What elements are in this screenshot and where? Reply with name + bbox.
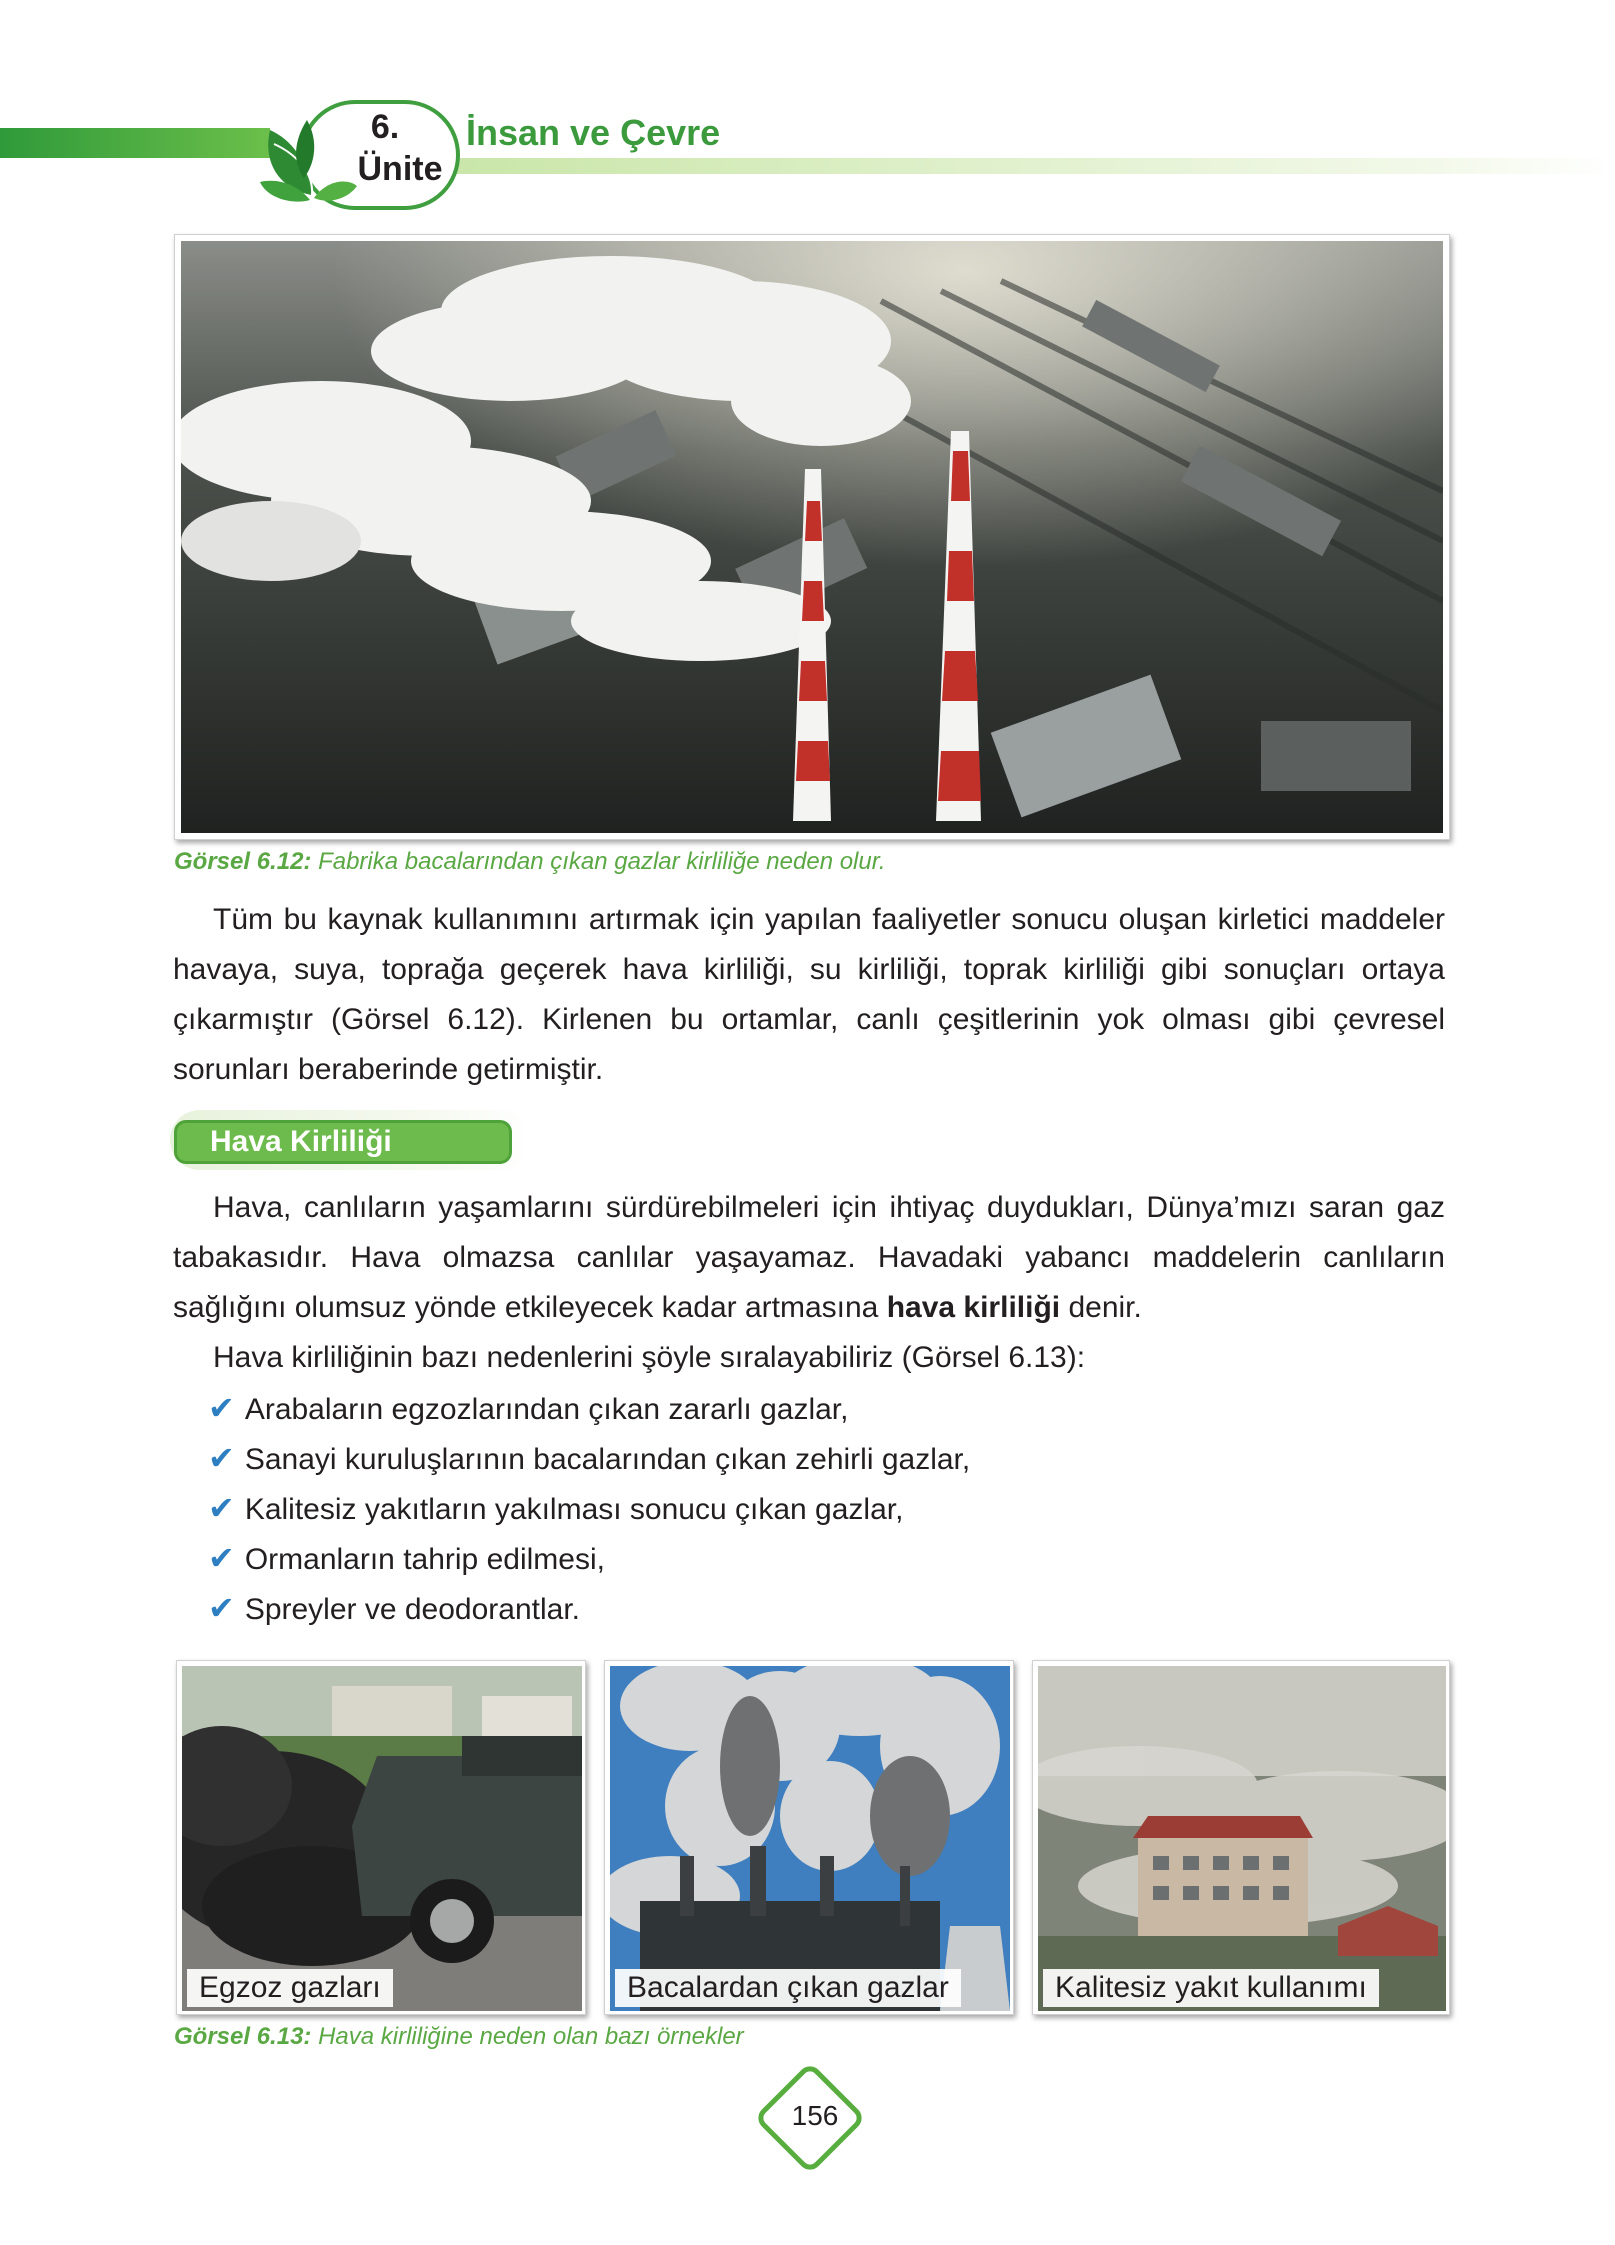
list-item: ✔ Arabaların egzozlarından çıkan zararlı gazlar,: [208, 1390, 849, 1426]
figure-613-caption: [174, 2023, 744, 2051]
fuel-photo-frame: [1032, 1660, 1450, 2015]
photo-label-exhaust: Egzoz gazları: [187, 1969, 393, 2007]
check-icon: ✔: [208, 1440, 235, 1476]
section-title: Hava Kirliliği: [210, 1125, 392, 1158]
chimney-photo: [610, 1666, 1010, 2011]
factory-photo-frame: [174, 234, 1450, 840]
figure-613-caption-text: Hava kirliliğine neden olan bazı örnekler: [318, 2023, 744, 2050]
chimney-photo-frame: [604, 1660, 1014, 2015]
paragraph-1: [173, 895, 1445, 1095]
paragraph-2-text: Hava, canlıların yaşamlarını sürdürebilmeleri için ihtiyaç duydukları, Dünya’mızı saran gaz tabakasıdır. Hava olmazsa canlılar yaşayamaz. Havadaki yabancı maddelerin canlıların sağlığını olumsuz yönde etkileyecek kadar artmasına: [173, 1191, 1445, 1324]
list-item: ✔ Kalitesiz yakıtların yakılması sonucu çıkan gazlar,: [208, 1490, 904, 1526]
unit-word: Ünite: [357, 150, 443, 188]
paragraph-3: [173, 1333, 1445, 1383]
check-icon: ✔: [208, 1490, 235, 1526]
fuel-photo: [1038, 1666, 1446, 2011]
paragraph-2: [173, 1183, 1445, 1333]
photo-label-fuel: Kalitesiz yakıt kullanımı: [1043, 1969, 1379, 2007]
paragraph-3-text: Hava kirliliğinin bazı nedenlerini şöyle sıralayabiliriz (Görsel 6.13):: [213, 1341, 1086, 1374]
check-icon: ✔: [208, 1390, 235, 1426]
page-number: 156: [791, 2100, 839, 2131]
figure-612-caption-label: Görsel 6.12:: [174, 848, 312, 875]
check-icon: ✔: [208, 1540, 235, 1576]
check-icon: ✔: [208, 1590, 235, 1626]
header-light-band: [440, 158, 1615, 174]
list-item: ✔ Sanayi kuruluşlarının bacalarından çıkan zehirli gazlar,: [208, 1440, 971, 1476]
header-green-bar: [0, 128, 270, 158]
factory-aerial-photo: [181, 241, 1443, 833]
list-item: ✔ Spreyler ve deodorantlar.: [208, 1590, 581, 1626]
exhaust-photo-frame: [176, 1660, 586, 2015]
exhaust-photo: [182, 1666, 582, 2011]
paragraph-2-end: denir.: [1060, 1291, 1142, 1324]
paragraph-1-text: Tüm bu kaynak kullanımını artırmak için yapılan faaliyetler sonucu oluşan kirletici maddeler havaya, suya, toprağa geçerek hava kirliliği, su kirliliği, toprak kirliliği gibi sonuçları ortaya çıkarmıştır (Görsel 6.12). Kirlenen bu ortamlar, canlı çeşitlerinin yok olması gibi çevresel sorunları beraberinde getirmiştir.: [173, 903, 1445, 1086]
list-item: ✔ Ormanların tahrip edilmesi,: [208, 1540, 605, 1576]
figure-613-caption-label: Görsel 6.13:: [174, 2023, 312, 2050]
figure-612-caption: [174, 848, 886, 876]
figure-612-caption-text: Fabrika bacalarından çıkan gazlar kirliliğe neden olur.: [318, 848, 886, 875]
unit-title: İnsan ve Çevre: [466, 112, 721, 153]
unit-number: 6.: [370, 108, 400, 146]
paragraph-2-bold-term: hava kirliliği: [886, 1291, 1061, 1324]
photo-label-chimneys: Bacalardan çıkan gazlar: [615, 1969, 961, 2007]
